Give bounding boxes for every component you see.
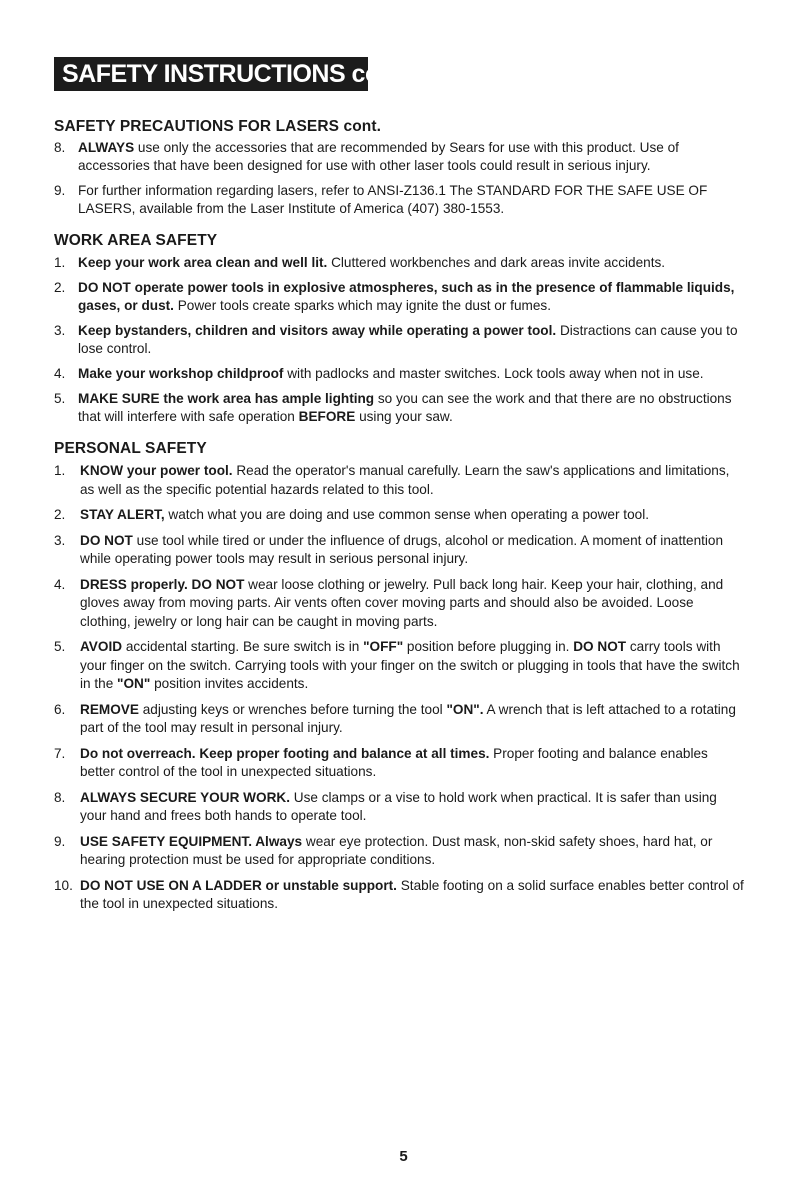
item-bold: DO NOT operate power tools in explosive atmospheres, such as in the presence of flammable liquids, gases, or dust.: [78, 280, 735, 313]
item-number: 5.: [54, 639, 66, 654]
item-text: [80, 833, 744, 870]
item-number: 3.: [54, 532, 66, 548]
list-item: [54, 638, 744, 694]
item-bold: AVOID: [80, 639, 123, 654]
item-body: Read the operator's manual carefully. Learn the saw's applications and limitations, as well as the specific potential hazards related to this tool.: [80, 463, 730, 497]
list-item: [54, 365, 744, 383]
item-body: wear eye protection. Dust mask, non-skid safety shoes, hard hat, or hearing protection must be used for appropriate conditions.: [80, 833, 713, 867]
item-text: [78, 365, 744, 383]
item-text: [80, 789, 744, 826]
item-bold: BEFORE: [298, 409, 356, 424]
list-item: [54, 182, 744, 218]
section-banner: SAFETY INSTRUCTIONS cont.: [54, 57, 368, 91]
item-body: Stable footing on a solid surface enables better control of the tool in unexpected situations.: [80, 877, 744, 911]
item-body: use only the accessories that are recommended by Sears for use with this product. Use of accessories that have been designed for use with other laser tools could result in serious injury.: [78, 140, 679, 173]
item-bold: "OFF": [363, 639, 404, 654]
item-number: 9.: [54, 833, 66, 849]
item-text: [78, 182, 744, 218]
item-text: [80, 701, 744, 738]
item-body: using your saw.: [355, 409, 453, 424]
page-number: 5: [399, 1148, 408, 1165]
item-body: Distractions can cause you to lose control.: [78, 323, 738, 356]
list-item: [54, 576, 744, 632]
item-number: 2.: [54, 280, 66, 295]
list-item: [54, 789, 744, 826]
item-bold: DRESS properly. DO NOT: [80, 576, 245, 592]
item-body: Cluttered workbenches and dark areas invite accidents.: [327, 255, 666, 270]
item-body: position invites accidents.: [150, 676, 309, 691]
work-area-section: [54, 232, 744, 426]
item-bold: USE SAFETY EQUIPMENT. Always: [80, 833, 303, 849]
item-text: [78, 322, 744, 358]
item-number: 3.: [54, 323, 66, 338]
list-item: [54, 322, 744, 358]
item-bold: "ON".: [446, 701, 484, 717]
personal-safety-heading: PERSONAL SAFETY: [54, 440, 207, 457]
item-body: wear loose clothing or jewelry. Pull back long hair. Keep your hair, clothing, and gloves away from moving parts. Air vents often cover moving parts and should also be avoided. Loose clothing, jewelry or long hair can be caught in moving parts.: [80, 576, 724, 629]
item-bold: Do not overreach. Keep proper footing and balance at all times.: [80, 745, 490, 761]
item-number: 8.: [54, 140, 66, 155]
item-bold: MAKE SURE the work area has ample lighting: [78, 391, 375, 406]
item-bold: REMOVE: [80, 701, 139, 717]
list-item: [54, 279, 744, 315]
item-bold: DO NOT USE ON A LADDER or unstable support.: [80, 877, 397, 893]
item-body: watch what you are doing and use common sense when operating a power tool.: [164, 507, 649, 522]
item-body: position before plugging in.: [403, 639, 574, 654]
work-area-list: [54, 254, 744, 426]
item-text: [80, 745, 744, 782]
list-item: [54, 506, 744, 525]
list-item: [54, 390, 744, 426]
item-body: use tool while tired or under the influence of drugs, alcohol or medication. A moment of inattention while operating power tools may result in serious personal injury.: [80, 532, 724, 566]
item-bold: Make your workshop childproof: [78, 366, 284, 381]
item-text: [80, 638, 744, 694]
item-text: [80, 576, 744, 632]
item-text: [80, 877, 744, 914]
personal-safety-list: [54, 462, 744, 914]
page-content: [54, 118, 744, 921]
work-area-heading: WORK AREA SAFETY: [54, 232, 218, 249]
item-number: 10.: [54, 877, 73, 893]
item-bold: KNOW your power tool.: [80, 463, 233, 478]
item-number: 1.: [54, 463, 66, 478]
item-number: 9.: [54, 183, 66, 198]
item-number: 2.: [54, 507, 66, 522]
list-item: [54, 833, 744, 870]
item-bold: Keep bystanders, children and visitors away while operating a power tool.: [78, 323, 557, 338]
item-text: [80, 532, 744, 569]
list-item: [54, 139, 744, 175]
item-body: accidental starting. Be sure switch is in: [122, 639, 364, 654]
item-bold: "ON": [117, 676, 151, 691]
item-bold: Keep your work area clean and well lit.: [78, 255, 328, 270]
item-number: 8.: [54, 789, 66, 805]
item-body: A wrench that is left attached to a rotating part of the tool may result in personal injury.: [80, 701, 736, 735]
lasers-section: [54, 118, 744, 218]
item-text: [78, 390, 744, 426]
item-body: adjusting keys or wrenches before turning the tool: [138, 701, 447, 717]
item-bold: DO NOT: [80, 532, 133, 548]
item-bold: ALWAYS: [78, 140, 135, 155]
item-bold: DO NOT: [573, 639, 627, 654]
list-item: [54, 701, 744, 738]
item-number: 5.: [54, 391, 66, 406]
list-item: [54, 745, 744, 782]
item-body: carry tools with your finger on the switch. Carrying tools with your finger on the switch or plugging in tools that have the switch in the: [80, 639, 740, 691]
item-body: Power tools create sparks which may ignite the dust or fumes.: [173, 298, 551, 313]
item-number: 6.: [54, 701, 66, 717]
item-text: [78, 254, 744, 272]
list-item: [54, 532, 744, 569]
lasers-heading: SAFETY PRECAUTIONS FOR LASERS cont.: [54, 118, 382, 135]
list-item: [54, 462, 744, 499]
item-bold: STAY ALERT,: [80, 507, 165, 522]
item-text: [80, 506, 744, 525]
item-number: 1.: [54, 255, 66, 270]
lasers-list: [54, 139, 744, 218]
item-body: Proper footing and balance enables better control of the tool in unexpected situations.: [80, 745, 708, 779]
item-text: [78, 139, 744, 175]
item-text: [80, 462, 744, 499]
item-body: For further information regarding lasers, refer to ANSI-Z136.1 The STANDARD FOR THE SAFE USE OF LASERS, available from the Laser Institute of America (407) 380-1553.: [78, 183, 708, 216]
item-bold: ALWAYS SECURE YOUR WORK.: [80, 789, 290, 805]
item-text: [78, 279, 744, 315]
item-number: 4.: [54, 576, 66, 592]
item-body: with padlocks and master switches. Lock tools away when not in use.: [283, 366, 704, 381]
item-number: 7.: [54, 745, 66, 761]
personal-safety-section: [54, 440, 744, 914]
list-item: [54, 254, 744, 272]
item-number: 4.: [54, 366, 66, 381]
item-body: Use clamps or a vise to hold work when practical. It is safer than using your hand and frees both hands to operate tool.: [80, 789, 717, 823]
item-body: so you can see the work and that there are no obstructions that will interfere with safe operation: [78, 391, 732, 424]
list-item: [54, 877, 744, 914]
